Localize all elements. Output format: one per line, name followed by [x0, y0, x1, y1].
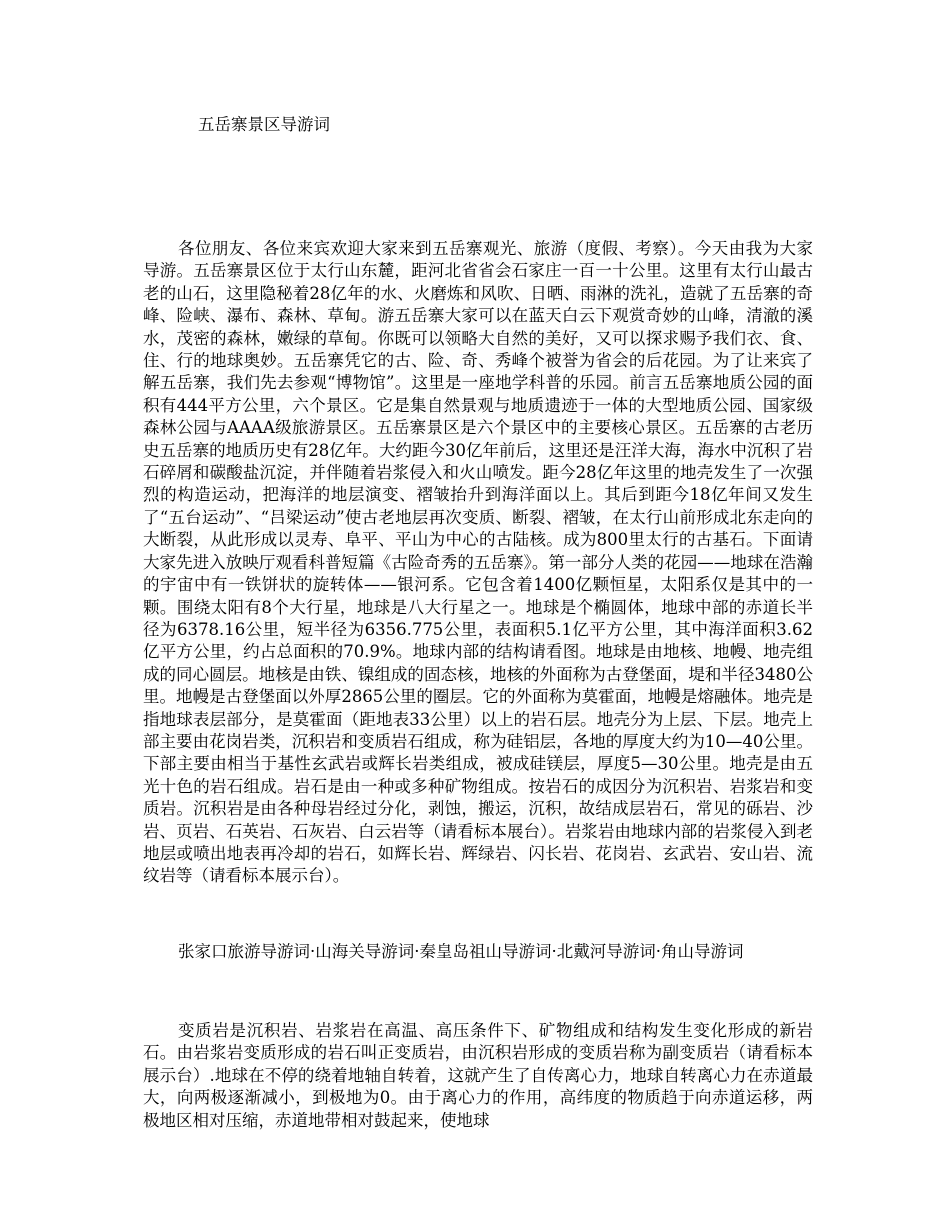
- related-links-paragraph: 张家口旅游导游词·山海关导游词·秦皇岛祖山导游词·北戴河导游词·角山导游词: [178, 942, 744, 961]
- body-paragraph-intro: 各位朋友、各位来宾欢迎大家来到五岳寨观光、旅游（度假、考察）。今天由我为大家导游。五岳寨景区位于太行山东麓，距河北省省会石家庄一百一十公里。这里有太行山最古老的山石，这里隐秘着28亿年的水、火磨炼和风吹、日晒、雨淋的洗礼，造就了五岳寨的奇峰、险峡、瀑布、森林、草甸。游五岳寨大家可以在蓝天白云下观赏奇妙的山峰，清澈的溪水，茂密的森林，嫩绿的草甸。你既可以领略大自然的美好，又可以探求赐予我们衣、食、住、行的地球奥妙。五岳寨凭它的古、险、奇、秀峰个被誉为省会的后花园。为了让来宾了解五岳寨，我们先去参观“博物馆”。这里是一座地学科普的乐园。前言五岳寨地质公园的面积有444平方公里，六个景区。它是集自然景观与地质遗迹于一体的大型地质公园、国家级森林公园与AAAA级旅游景区。五岳寨景区是六个景区中的主要核心景区。五岳寨的古老历史五岳寨的地质历史有28亿年。大约距今30亿年前后，这里还是汪洋大海，海水中沉积了岩石碎屑和碳酸盐沉淀，并伴随着岩浆侵入和火山喷发。距今28亿年这里的地壳发生了一次强烈的构造运动，把海洋的地层演变、褶皱抬升到海洋面以上。其后到距今18亿年间又发生了“五台运动”、“吕梁运动”使古老地层再次变质、断裂、褶皱，在太行山前形成北东走向的大断裂，从此形成以灵寿、阜平、平山为中心的古陆核。成为800里太行的古基石。下面请大家先进入放映厅观看科普短篇《古险奇秀的五岳寨》。第一部分人类的花园——地球在浩瀚的宇宙中有一铁饼状的旋转体——银河系。它包含着1400亿颗恒星，太阳系仅是其中的一颗。围绕太阳有8个大行星，地球是八大行星之一。地球是个椭圆体，地球中部的赤道长半径为6378.16公里，短半径为6356.775公里，表面积5.1亿平方公里，其中海洋面积3.62亿平方公里，约占总面积的70.9%。地球内部的结构请看图。地球是由地核、地幔、地壳组成的同心圆层。地核是由铁、镍组成的固态核，地核的外面称为古登堡面，堤和半径3480公里。地幔是古登堡面以外厚2865公里的圈层。它的外面称为莫霍面，地幔是熔融体。地壳是指地球表层部分，是莫霍面（距地表33公里）以上的岩石层。地壳分为上层、下层。地壳上部主要由花岗岩类，沉积岩和变质岩石组成，称为硅铝层，各地的厚度大约为10—40公里。下部主要由相当于基性玄武岩或辉长岩类组成，被成硅镁层，厚度5—30公里。地壳是由五光十色的岩石组成。岩石是由一种或多种矿物组成。按岩石的成因分为沉积岩、岩浆岩和变质岩。沉积岩是由各种母岩经过分化，剥蚀，搬运，沉积，故结成层岩石，常见的砾岩、沙岩、页岩、石英岩、石灰岩、白云岩等（请看标本展台）。岩浆岩由地球内部的岩浆侵入到老地层或喷出地表再冷却的岩石，如辉长岩、辉绿岩、闪长岩、花岗岩、玄武岩、安山岩、流纹岩等（请看标本展示台）。: [143, 239, 813, 886]
- body-paragraph-metamorphic: 变质岩是沉积岩、岩浆岩在高温、高压条件下、矿物组成和结构发生变化形成的新岩石。由岩浆岩变质形成的岩石叫正变质岩，由沉积岩形成的变质岩称为副变质岩（请看标本展示台）.地球在不停的绕着地轴自转着，这就产生了自传离心力，地球自转离心力在赤道最大，向两极逐渐减小，到极地为0。由于离心力的作用，高纬度的物质趋于向赤道运移，两极地区相对压缩，赤道地带相对鼓起来，使地球: [143, 1021, 813, 1130]
- document-title: 五岳寨景区导游词: [198, 115, 330, 134]
